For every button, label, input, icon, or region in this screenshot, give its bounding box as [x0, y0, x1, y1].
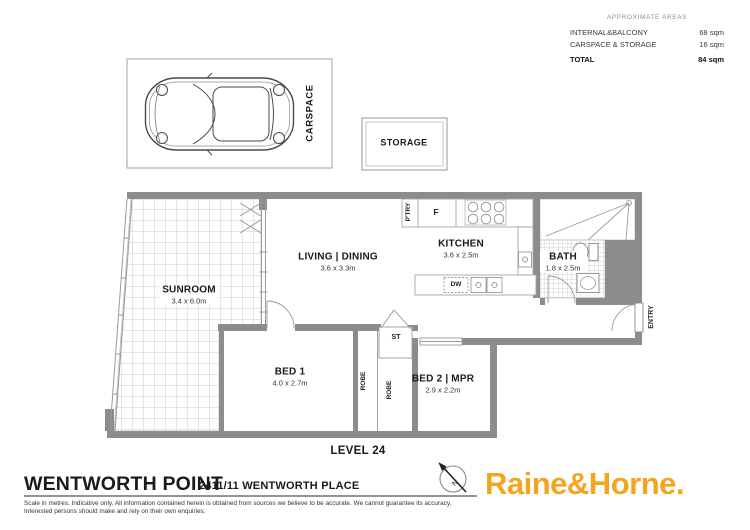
- areas-row-carspace: [570, 40, 724, 49]
- robes-store: [378, 310, 463, 431]
- kitchen-dims: 3.6 x 2.5m: [443, 250, 479, 260]
- bath-name: BATH: [549, 251, 577, 263]
- kitchen-name: KITCHEN: [438, 238, 484, 250]
- areas-total-label: TOTAL: [570, 55, 595, 64]
- areas-title: APPROXIMATE AREAS: [606, 14, 688, 21]
- bath-dims: 1.8 x 2.5m: [545, 263, 581, 273]
- pantry-label: P'TRY: [405, 202, 413, 222]
- areas-row-internal-value: 68 sqm: [699, 28, 724, 37]
- areas-total-row: [570, 55, 724, 64]
- page-title: WENTWORTH POINT: [24, 473, 224, 495]
- storage-label: STORAGE: [380, 137, 428, 148]
- room-label-bath: [545, 252, 580, 273]
- room-label-sunroom: [159, 285, 219, 306]
- areas-row-carspace-value: 16 sqm: [699, 40, 724, 49]
- entry-label: ENTRY: [647, 305, 655, 329]
- areas-table: [570, 14, 724, 64]
- level-label: LEVEL 24: [330, 445, 386, 458]
- address-label: 2411/11 WENTWORTH PLACE: [199, 480, 360, 492]
- areas-row-internal: [570, 28, 724, 37]
- car-icon: [146, 73, 294, 155]
- sunroom-dims: 3.4 x 6.0m: [171, 296, 207, 306]
- compass-icon: [438, 462, 466, 492]
- compass-north-label: N: [451, 479, 460, 488]
- sunroom-floor: [114, 199, 261, 431]
- room-label-living: [298, 252, 378, 273]
- agency-logo: Raine&Horne.: [485, 466, 684, 501]
- bed2-name: BED 2 | MPR: [411, 373, 475, 385]
- areas-row-carspace-label: CARSPACE & STORAGE: [570, 40, 657, 49]
- bed2-dims: 2.9 x 2.2m: [425, 385, 461, 395]
- store-label: ST: [391, 333, 401, 341]
- disclaimer-line2: Interested persons should make and rely on their own enquiries.: [24, 508, 206, 515]
- robe1-label: ROBE: [360, 371, 368, 391]
- robe2-label: ROBE: [386, 380, 394, 400]
- room-label-bed1: [272, 367, 307, 388]
- room-label-bed2: [412, 374, 474, 395]
- living-dims: 3.6 x 3.3m: [320, 263, 356, 273]
- carspace-label: CARSPACE: [304, 84, 316, 142]
- areas-row-internal-label: INTERNAL&BALCONY: [570, 28, 648, 37]
- disclaimer-line1: Scale in metres. Indicative only. All information contained herein is obtained from sources we believe to be accurate. We cannot guarantee its accuracy.: [24, 500, 452, 507]
- fridge-label: F: [433, 206, 439, 217]
- dishwasher-label: DW: [450, 281, 462, 289]
- bed1-name: BED 1: [274, 366, 306, 378]
- room-label-kitchen: [438, 239, 484, 260]
- sunroom-name: SUNROOM: [162, 284, 216, 296]
- living-name: LIVING | DINING: [298, 251, 378, 263]
- bed1-dims: 4.0 x 2.7m: [272, 378, 308, 388]
- areas-total-value: 84 sqm: [698, 55, 724, 64]
